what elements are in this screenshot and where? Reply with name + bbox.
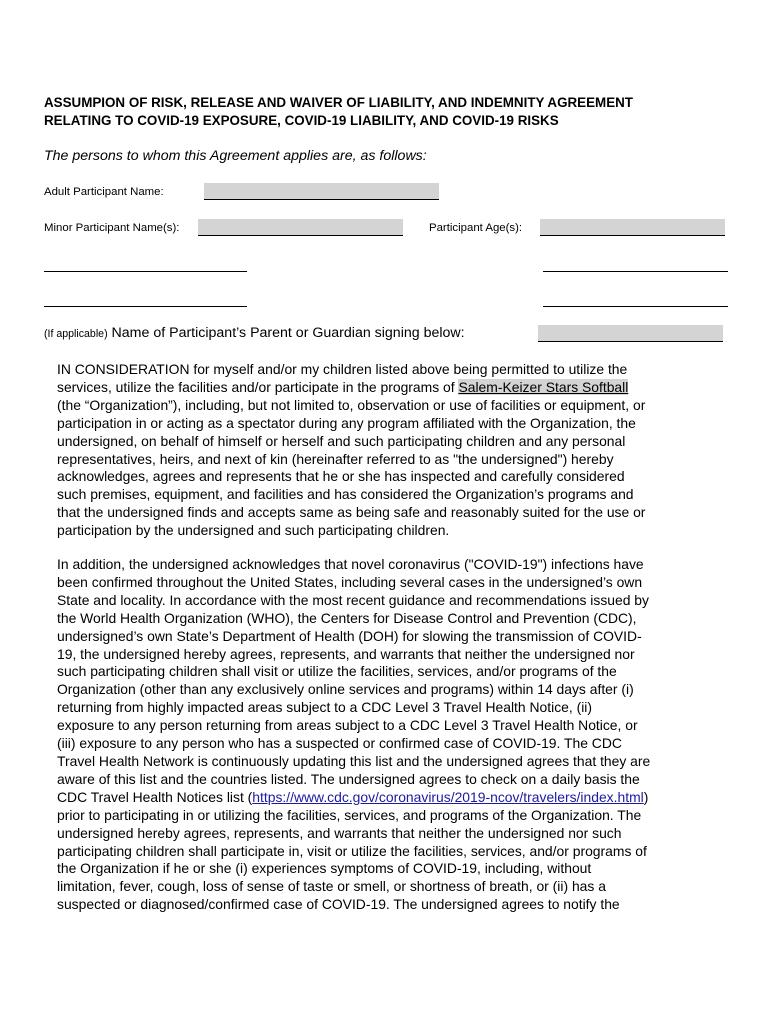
text-line: limitation, fever, cough, loss of sense of taste or smell, or shortness of breath, or (ii) has a <box>57 878 606 895</box>
text-line: that the undersigned finds and accepts same as being safe and reasonably suited for the use or <box>57 504 646 521</box>
text-line: exposure to any person returning from areas subject to a CDC Level 3 Travel Health Notice, or <box>57 717 638 734</box>
text-line: such participating children shall visit or utilize the facilities, services, and/or programs of the <box>57 663 617 680</box>
participant-age-field-3[interactable] <box>543 290 728 307</box>
consideration-paragraph <box>57 361 705 540</box>
cdc-travel-notices-link[interactable]: https://www.cdc.gov/coronavirus/2019-ncov/travelers/index.html <box>252 788 644 805</box>
text-line: In addition, the undersigned acknowledges that novel coronavirus ("COVID-19") infections have <box>57 556 644 572</box>
minor-participant-label: Minor Participant Name(s): <box>44 222 180 234</box>
title-line-2: RELATING TO COVID-19 EXPOSURE, COVID-19 LIABILITY, AND COVID-19 RISKS <box>44 113 559 128</box>
text-line: returning from highly impacted areas subject to a CDC Level 3 Travel Health Notice, (ii) <box>57 699 593 716</box>
adult-participant-field[interactable] <box>204 183 439 200</box>
guardian-label: Name of Participant’s Parent or Guardian signing below: <box>111 325 465 341</box>
text-line: undersigned’s own State’s Department of Health (DOH) for slowing the transmission of COVID- <box>57 627 642 644</box>
text-line: been confirmed throughout the United States, including several cases in the undersigned’s own <box>57 573 643 590</box>
text-span: services, utilize the facilities and/or participate in the programs of <box>57 378 455 395</box>
participant-age-label: Participant Age(s): <box>429 222 523 234</box>
text-line: the Organization if he or she (i) experiences symptoms of COVID-19, including, without <box>57 860 592 877</box>
minor-participant-field-2[interactable] <box>44 255 247 272</box>
text-line: such premises, equipment, and facilities and has considered the Organization’s programs and <box>57 486 634 503</box>
text-line: undersigned hereby agrees, represents, and warrants that neither the undersigned nor such <box>57 824 622 841</box>
text-line: suspected or diagnosed/confirmed case of COVID-19. The undersigned agrees to notify the <box>57 896 620 913</box>
text-line: participation in or acting as a spectator during any program affiliated with the Organization, the <box>57 414 636 431</box>
text-line: acknowledges, agrees and represents that he or she has inspected and carefully considered <box>57 468 625 485</box>
guardian-name-field[interactable] <box>538 325 723 342</box>
text-line: State and locality. In accordance with the most recent guidance and recommendations issued by <box>57 591 649 608</box>
participant-age-field-1[interactable] <box>540 219 725 236</box>
text-span: CDC Travel Health Notices list ( <box>57 788 253 805</box>
text-line: Travel Health Network is continuously updating this list and the undersigned agrees that they are <box>57 752 651 769</box>
text-line: 19, the undersigned hereby agrees, represents, and warrants that neither the undersigned nor <box>57 645 635 662</box>
text-line <box>57 379 705 397</box>
guardian-row <box>44 325 465 341</box>
title-line-1: ASSUMPION OF RISK, RELEASE AND WAIVER OF LIABILITY, AND INDEMNITY AGREEMENT <box>44 95 633 110</box>
text-line: participation by the undersigned and such participating children. <box>57 522 450 539</box>
agreement-title <box>44 94 734 130</box>
organization-name-field[interactable]: Salem-Keizer Stars Softball <box>458 378 629 395</box>
participant-age-field-2[interactable] <box>543 255 728 272</box>
text-line: Organization (other than any exclusively online services and programs) within 14 days after (i) <box>57 681 634 698</box>
text-line: aware of this list and the countries listed. The undersigned agrees to check on a daily basis the <box>57 770 640 787</box>
minor-participant-field-1[interactable] <box>198 219 403 236</box>
adult-participant-label: Adult Participant Name: <box>44 186 164 198</box>
covid-acknowledgement-paragraph <box>57 556 705 914</box>
text-line: (iii) exposure to any person who has a suspected or confirmed case of COVID-19. The CDC <box>57 735 622 752</box>
text-line: IN CONSIDERATION for myself and/or my children listed above being permitted to utilize the <box>57 361 628 377</box>
text-line: participating children shall participate in, visit or utilize the facilities, services, and/or programs of <box>57 842 647 859</box>
guardian-prefix: (If applicable) <box>44 328 108 340</box>
text-line: prior to participating in or utilizing the facilities, services, and programs of the Organization. The <box>57 806 642 823</box>
intro-text: The persons to whom this Agreement applies are, as follows: <box>44 148 427 164</box>
text-line: undersigned, on behalf of himself or herself and such participating children and any personal <box>57 432 626 449</box>
text-line: representatives, heirs, and next of kin (hereinafter referred to as "the undersigned") hereby <box>57 450 614 467</box>
text-line: the World Health Organization (WHO), the Centers for Disease Control and Prevention (CDC), <box>57 609 637 626</box>
text-line <box>57 789 705 807</box>
text-span: ) <box>643 788 649 805</box>
text-line: (the “Organization”), including, but not limited to, observation or use of facilities or equipment, or <box>57 396 646 413</box>
minor-participant-field-3[interactable] <box>44 290 247 307</box>
